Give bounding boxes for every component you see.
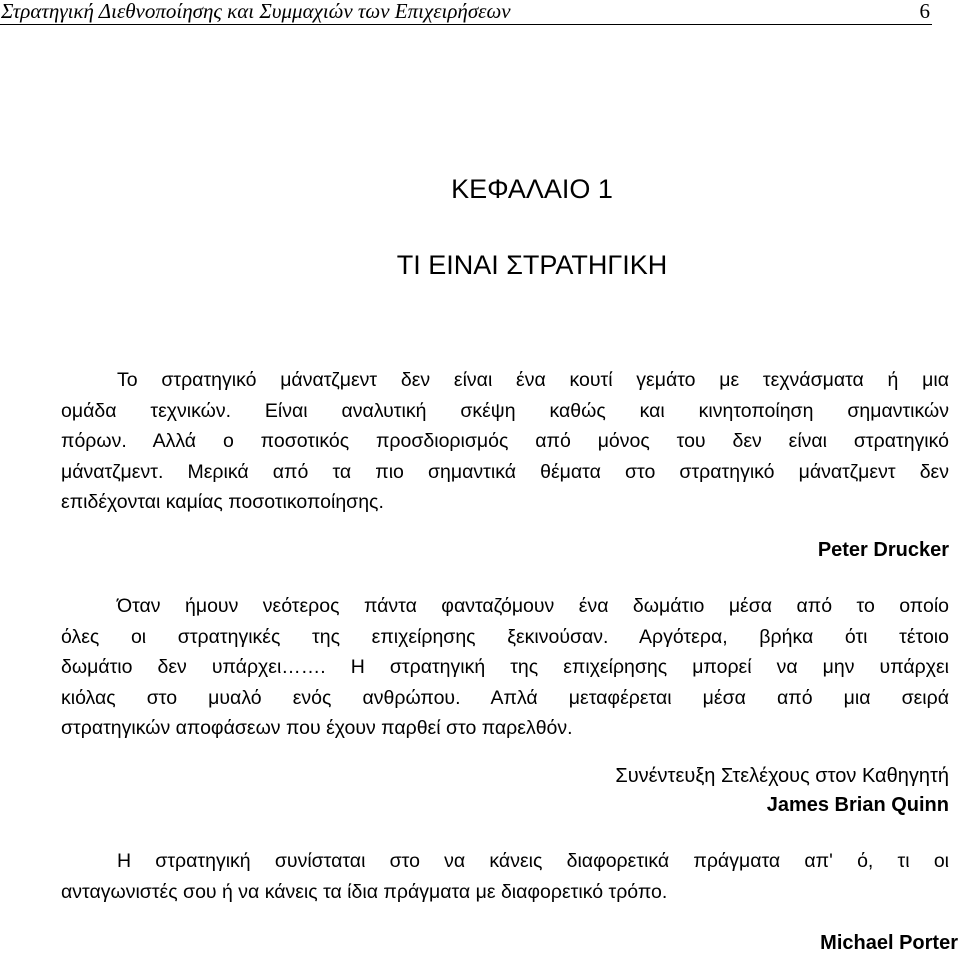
page-number: 6 bbox=[919, 0, 930, 23]
author-quinn: James Brian Quinn bbox=[766, 794, 949, 816]
quote-quinn bbox=[61, 591, 949, 744]
quote-line: Όταν ήμουν νεότερος πάντα φανταζόμουν ένα δωμάτιο μέσα από το οποίο bbox=[117, 595, 949, 617]
chapter-label: ΚΕΦΑΛΑΙΟ 1 bbox=[451, 174, 613, 204]
quote-line: επιδέχονται καμίας ποσοτικοποίησης. bbox=[61, 491, 384, 513]
interview-source: Συνέντευξη Στελέχους στον Καθηγητή bbox=[615, 765, 949, 787]
author-porter: Michael Porter bbox=[820, 932, 958, 954]
header-title: Στρατηγική Διεθνοποίησης και Συμμαχιών των Επιχειρήσεων bbox=[1, 0, 511, 23]
running-header bbox=[0, 0, 932, 25]
quote-line: δωμάτιο δεν υπάρχει……. Η στρατηγική της επιχείρησης μπορεί να μην υπάρχει bbox=[61, 656, 949, 678]
author-drucker: Peter Drucker bbox=[817, 539, 949, 561]
quote-line: ανταγωνιστές σου ή να κάνεις τα ίδια πράγματα με διαφορετικό τρόπο. bbox=[61, 880, 668, 903]
quote-line: στρατηγικών αποφάσεων που έχουν παρθεί στο παρελθόν. bbox=[61, 717, 573, 739]
quote-line: πόρων. Αλλά ο ποσοτικός προσδιορισμός από μόνος του δεν είναι στρατηγικό bbox=[61, 430, 949, 452]
quote-line: μάνατζμεντ. Μερικά από τα πιο σημαντικά θέματα στο στρατηγικό μάνατζμεντ δεν bbox=[61, 460, 949, 483]
quote-porter bbox=[61, 846, 949, 907]
quote-drucker bbox=[61, 365, 949, 518]
quote-line: όλες οι στρατηγικές της επιχείρησης ξεκινούσαν. Αργότερα, βρήκα ότι τέτοιο bbox=[61, 625, 949, 648]
chapter-title: ΤΙ ΕΙΝΑΙ ΣΤΡΑΤΗΓΙΚΗ bbox=[396, 250, 668, 280]
quote-line: Το στρατηγικό μάνατζμεντ δεν είναι ένα κουτί γεμάτο με τεχνάσματα ή μια bbox=[117, 369, 949, 391]
quote-line: κιόλας στο μυαλό ενός ανθρώπου. Απλά μεταφέρεται μέσα από μια σειρά bbox=[61, 686, 949, 709]
quote-line: Η στρατηγική συνίσταται στο να κάνεις διαφορετικά πράγματα απ' ό, τι οι bbox=[117, 850, 949, 872]
quote-line: ομάδα τεχνικών. Είναι αναλυτική σκέψη καθώς και κινητοποίηση σημαντικών bbox=[61, 399, 949, 422]
